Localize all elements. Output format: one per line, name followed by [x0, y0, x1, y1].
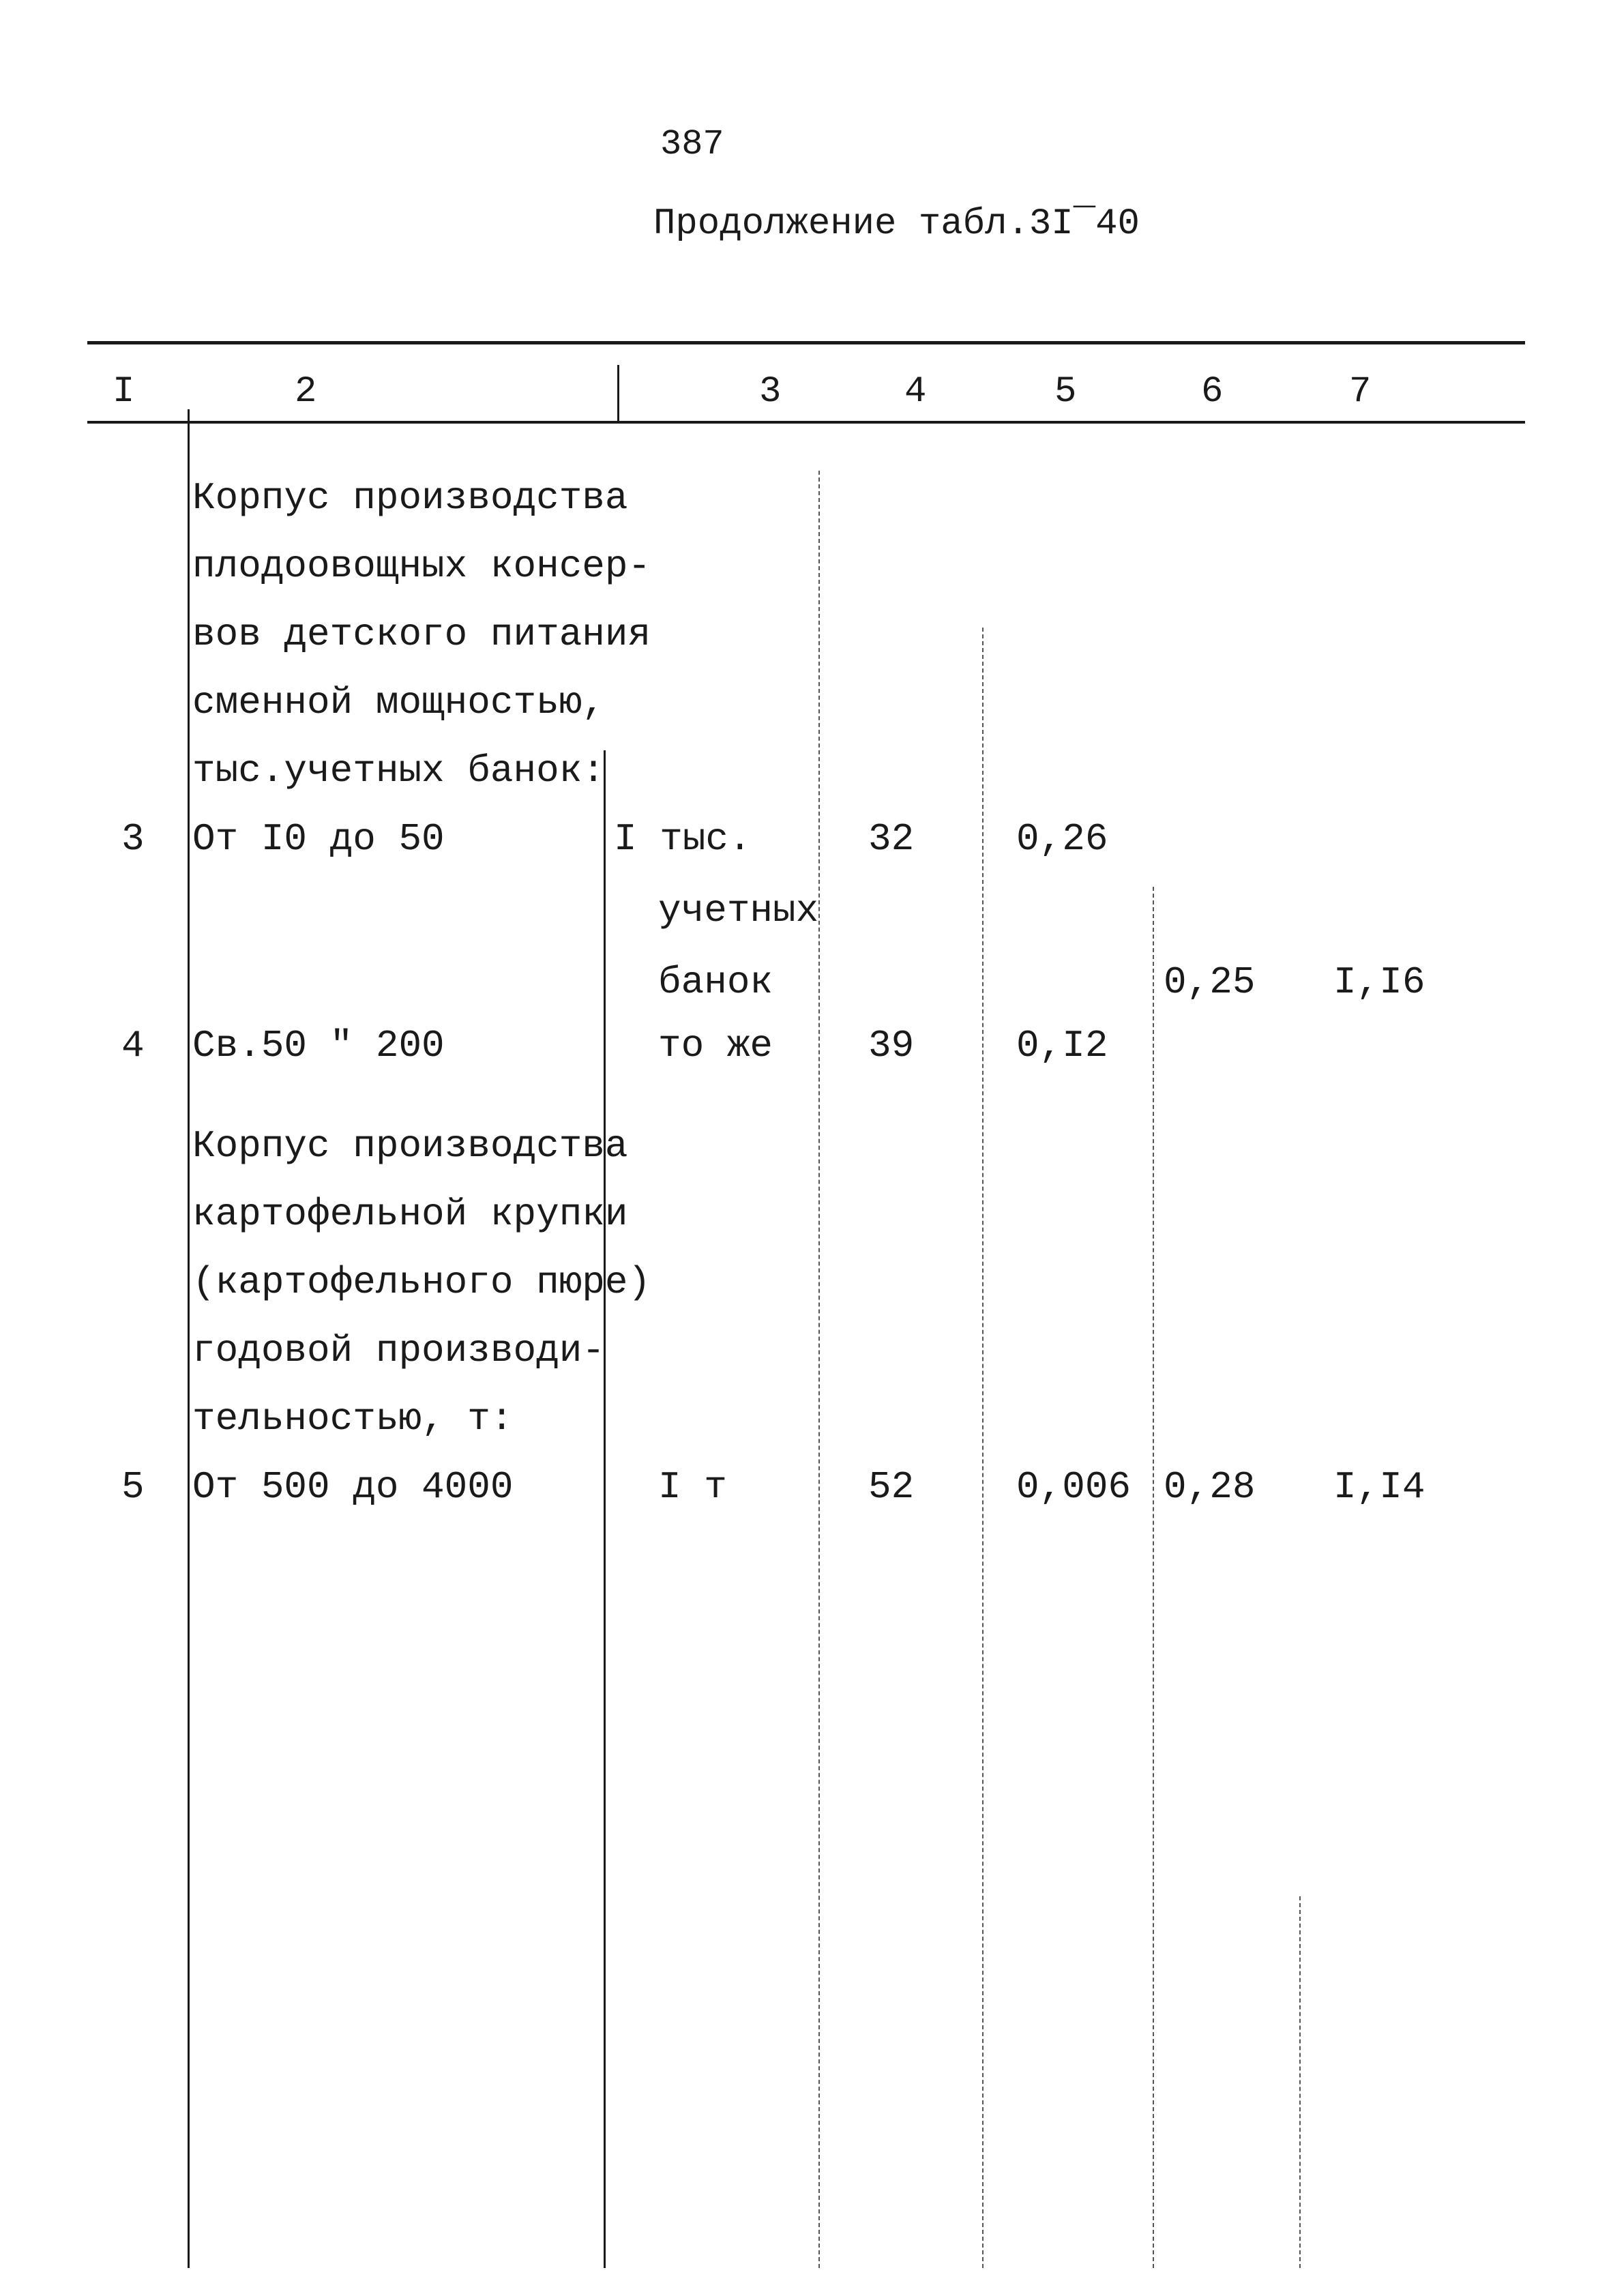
section-title-line: Корпус производства [192, 1124, 628, 1168]
row-col4: 32 [868, 817, 915, 861]
section-title-line: картофельной крупки [192, 1192, 628, 1236]
column-header-6: 6 [1201, 371, 1224, 413]
col-divider-5-6 [1153, 887, 1154, 2268]
col-divider-3-4 [818, 471, 820, 2268]
section-title-line: тыс.учетных банок: [192, 749, 605, 793]
section-title-line: плодоовощных консер- [192, 544, 651, 588]
row-unit: учетных [658, 889, 819, 932]
group-col7: I,I6 [1333, 960, 1425, 1004]
row-col5: 0,I2 [1016, 1024, 1108, 1068]
row-col4: 52 [868, 1465, 915, 1509]
table-caption: Продолжение табл.3I‾40 [653, 203, 1140, 245]
row-number: 3 [121, 817, 145, 861]
col-divider-2-3 [617, 365, 619, 424]
col-divider-1-2 [188, 409, 190, 2268]
section-title-line: (картофельного пюре) [192, 1261, 651, 1304]
column-header-5: 5 [1054, 371, 1077, 413]
row-name: От I0 до 50 [192, 817, 445, 861]
row-unit: I тыс. [614, 817, 752, 861]
row-col7: I,I4 [1333, 1465, 1425, 1509]
column-header-7: 7 [1349, 371, 1372, 413]
column-header-3: 3 [759, 371, 782, 413]
col-divider-4-5 [982, 628, 984, 2268]
column-header-1: I [113, 371, 135, 413]
row-name: От 500 до 4000 [192, 1465, 514, 1509]
row-name: Св.50 " 200 [192, 1024, 445, 1068]
section-title-line: годовой производи- [192, 1329, 605, 1372]
section-title-line: тельностью, т: [192, 1397, 514, 1441]
row-col4: 39 [868, 1024, 915, 1068]
row-unit: банок [658, 960, 773, 1004]
col-divider-2-3 [604, 750, 606, 2268]
group-col6: 0,25 [1164, 960, 1256, 1004]
row-unit: то же [658, 1024, 773, 1068]
row-number: 5 [121, 1465, 145, 1509]
row-number: 4 [121, 1024, 145, 1068]
row-col6: 0,28 [1164, 1465, 1256, 1509]
top-rule [87, 341, 1525, 344]
col-divider-6-7 [1299, 1896, 1301, 2268]
column-header-4: 4 [904, 371, 927, 413]
row-col5: 0,006 [1016, 1465, 1132, 1509]
section-title-line: сменной мощностью, [192, 681, 605, 724]
section-title-line: Корпус производства [192, 476, 628, 520]
page-number: 387 [660, 124, 724, 164]
header-rule [87, 421, 1525, 424]
section-title-line: вов детского питания [192, 613, 651, 656]
row-col5: 0,26 [1016, 817, 1108, 861]
column-header-2: 2 [295, 371, 317, 413]
row-unit: I т [658, 1465, 727, 1509]
